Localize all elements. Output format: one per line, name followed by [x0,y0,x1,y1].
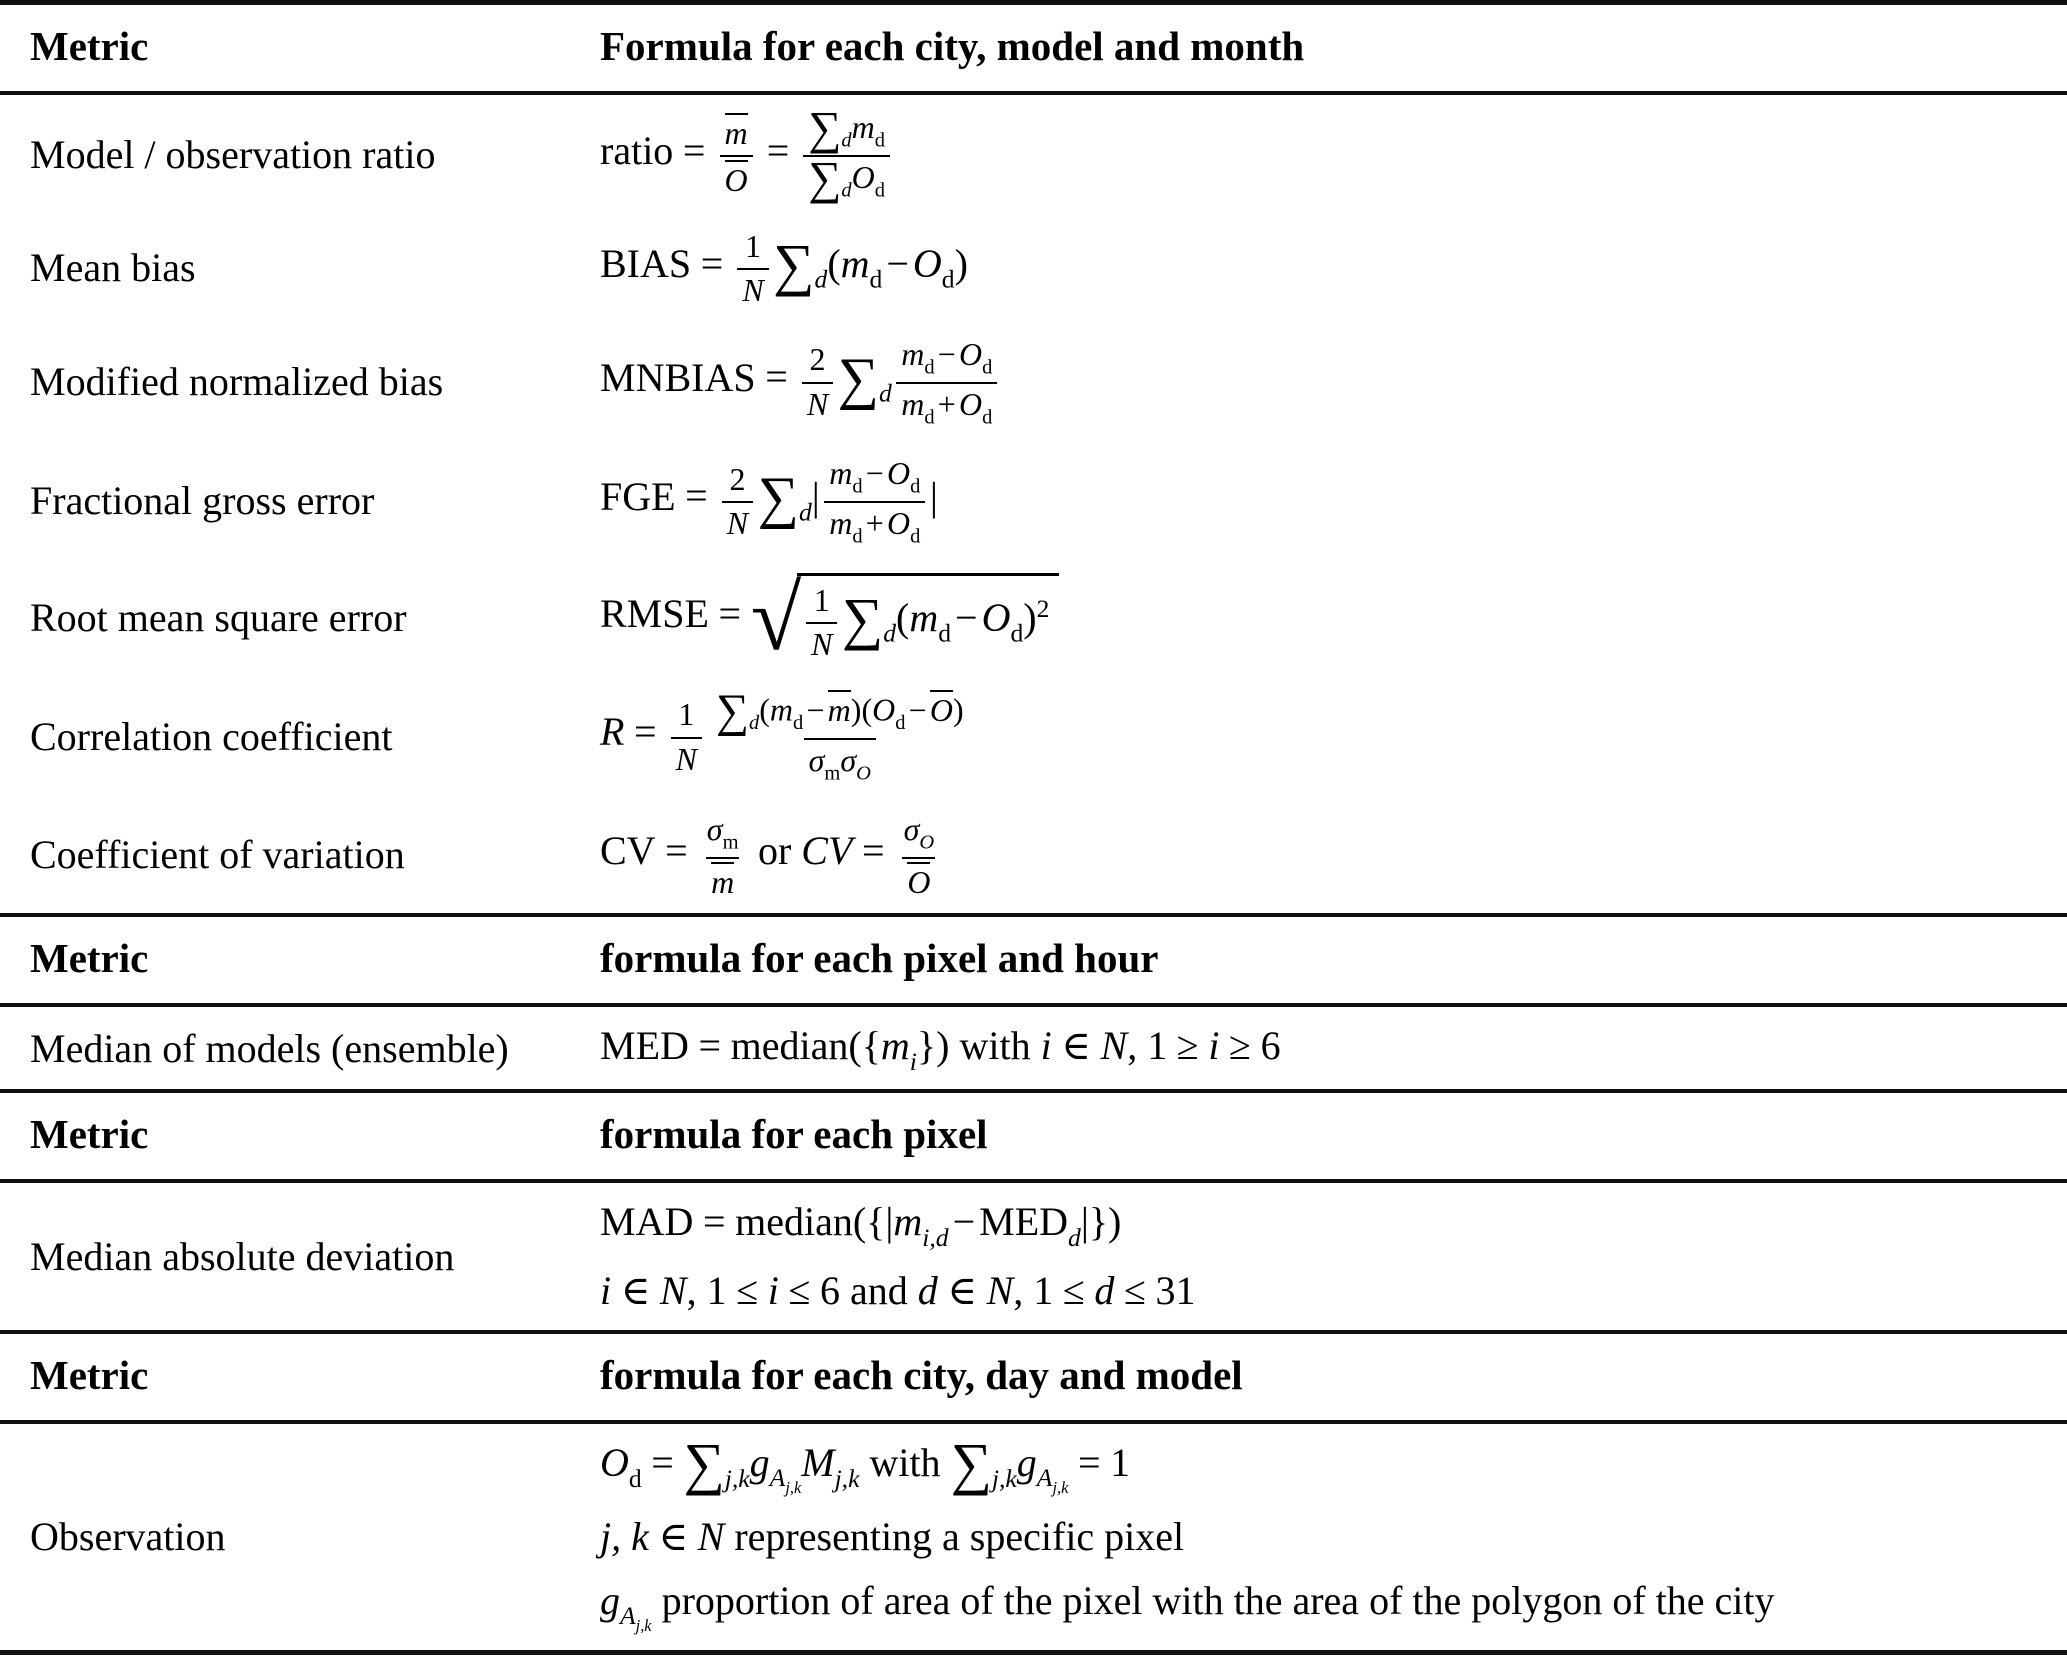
formula-math: i ∈ N, 1 ≤ i ≤ 6 and d ∈ N, 1 ≤ d ≤ 31 [600,1267,1196,1313]
section-pixel [0,1093,2067,1329]
row-mean-bias [0,214,2067,321]
header-row [0,1093,2067,1179]
metric-label: Coefficient of variation [30,832,405,878]
row-correlation [0,675,2067,797]
metric-label: Root mean square error [30,595,407,641]
section-pixel-hour [0,917,2067,1089]
formula-math: j, k ∈ N representing a specific pixel [600,1513,1185,1559]
formula-math: $g_{A_{j,k}}$ proportion of area of the pixel with the area of the polygon of the city [600,1577,1775,1636]
formula-math: MAD = $median(\{|m_{i,d} - MED_d|\})$ [600,1199,1122,1252]
formula-math: RMSE = √ $\frac{1}{N}$ $\sum_d(m_d - O_d)^2$ [600,573,2055,662]
metric-label: Correlation coefficient [30,713,393,759]
formula-math: MED = $median(\{m_i\})$ with i ∈ N, 1 ≥ i ≥ 6 [600,1022,1281,1076]
row-rmse [0,560,2067,675]
metric-label: Modified normalized bias [30,358,444,404]
section-city-day-model [0,1334,2067,1650]
formula-math: BIAS = $\frac{1}{N}$ $\sum_d(m_d - O_d)$ [600,228,968,309]
col-header-formula: formula for each pixel [600,1111,988,1158]
col-header-metric: Metric [30,1111,149,1158]
row-observation [0,1424,2067,1650]
row-fge [0,441,2067,560]
formula-math: $O_d = \sum_{j,k}g_{A_{j,k}}M_{j,k}$ with $\sum_{j,k}g_{A_{j,k}}= 1$ [600,1430,1131,1498]
row-med [0,1007,2067,1089]
row-mnbias [0,322,2067,441]
formula-math: MNBIAS = $\frac{2}{N}$ $\sum_d$ $\frac{m_d-O_d}{m_d+O_d}$ [600,335,2055,428]
row-ratio [0,95,2067,214]
col-header-metric: Metric [30,23,149,69]
bottom-rule [0,1650,2067,1655]
header-row [0,1334,2067,1420]
row-cv [0,797,2067,913]
header-row [0,917,2067,1003]
formula-math: CV = $\frac{\sigma_m}{m}$ or CV = $\frac{\sigma_O}{O}$ [600,810,935,900]
col-header-formula: Formula for each city, model and month [600,23,1305,69]
metric-label: Median of models (ensemble) [30,1025,509,1071]
formula-math: ratio = $\frac{m}{O}$ = $\frac{\sum_dm_d}{\sum_dO_d}$ [600,108,2055,201]
col-header-formula: formula for each pixel and hour [600,934,1159,981]
section-city-model-month [0,5,2067,913]
metric-label: Observation [30,1514,226,1560]
col-header-formula: formula for each city, day and model [600,1351,1243,1398]
col-header-metric: Metric [30,1351,149,1398]
metric-label: Mean bias [30,245,196,291]
metric-label: Fractional gross error [30,477,375,523]
col-header-metric: Metric [30,934,149,981]
row-mad [0,1183,2067,1329]
formula-math: FGE = $\frac{2}{N}$ $\sum_d|$ $\frac{m_d-O_d}{m_d+O_d}$ | [600,454,938,548]
formula-math: R = $\frac{1}{N}$ $\frac{\sum_d(m_d-m)(O_d-O)}{\sigma_m\sigma_O}$ [600,686,964,785]
metric-label: Model / observation ratio [30,132,436,178]
header-row [0,5,2067,91]
metric-label: Median absolute deviation [30,1233,455,1279]
